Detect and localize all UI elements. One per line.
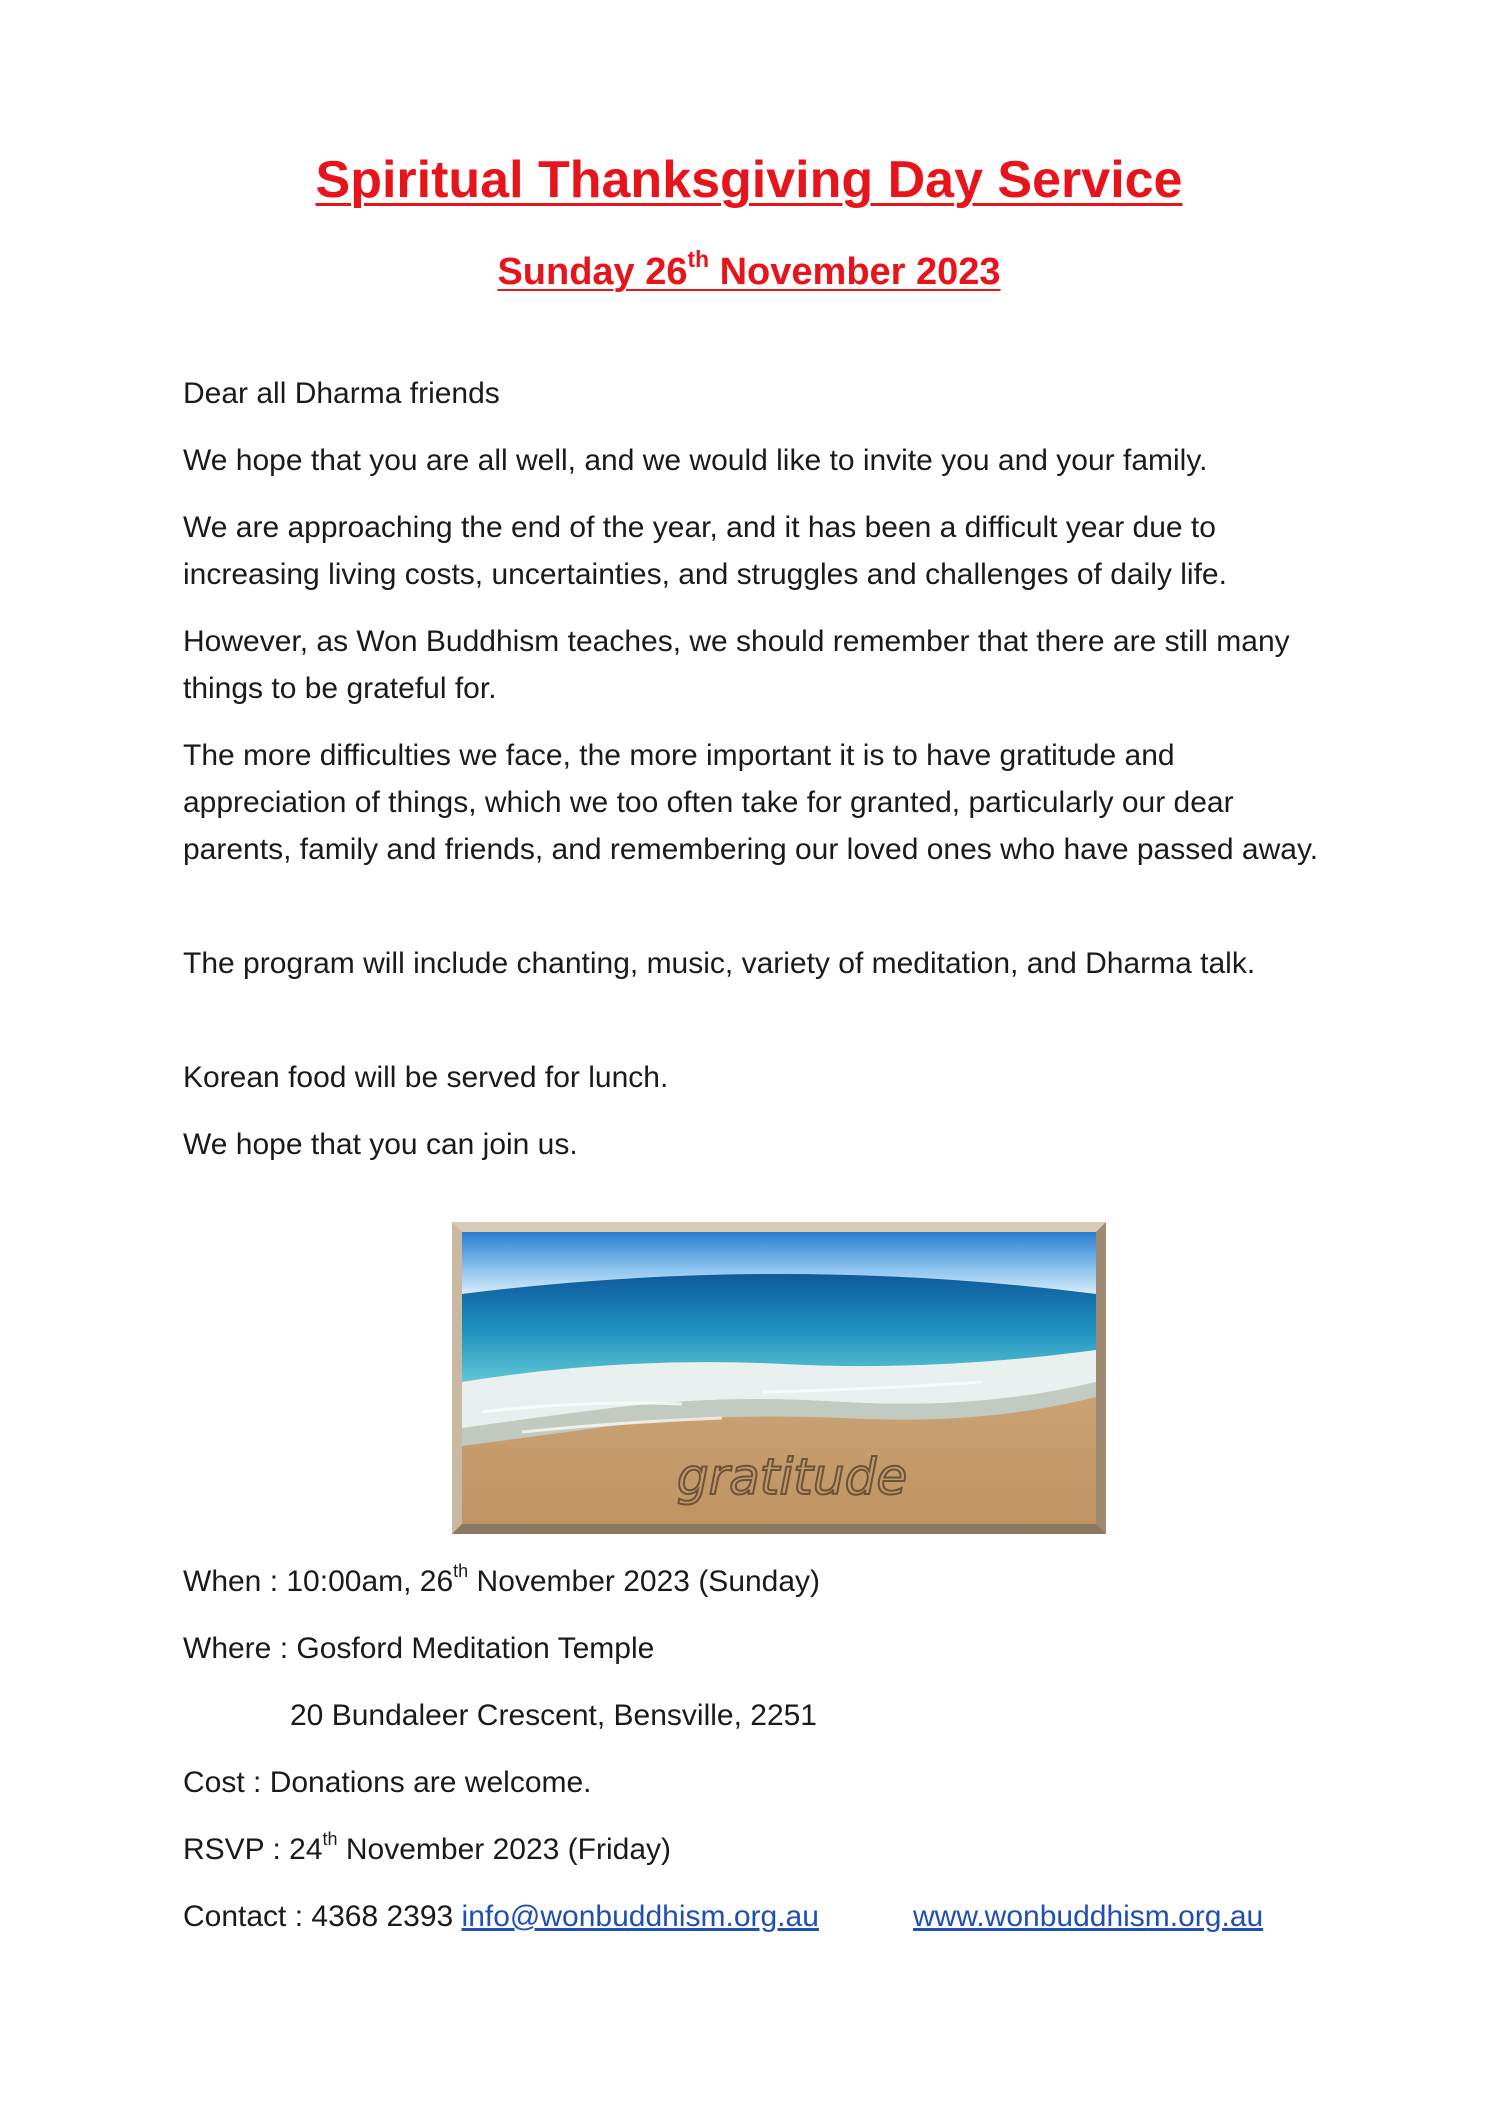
cost-line [183, 1763, 592, 1803]
page-title [0, 148, 1498, 212]
contact-line [183, 1897, 819, 1937]
paragraph-2-text: We are approaching the end of the year, and it has been a difficult year due to increasing living costs, uncertainties, and struggles and challenges of daily life. [183, 511, 1227, 591]
subtitle-pre: Sunday 26 [497, 251, 688, 293]
website-link[interactable]: www.wonbuddhism.org.au [913, 1900, 1264, 1933]
when-sup: th [453, 1561, 469, 1582]
rsvp-post: November 2023 (Friday) [337, 1833, 672, 1866]
when-post: November 2023 (Sunday) [468, 1565, 821, 1598]
rsvp-pre: RSVP : 24 [183, 1833, 323, 1866]
gratitude-beach-image [452, 1222, 1106, 1534]
email-link[interactable]: info@wonbuddhism.org.au [461, 1900, 819, 1933]
greeting [183, 370, 1343, 417]
paragraph-1 [183, 437, 1343, 484]
paragraph-4-text: The more difficulties we face, the more important it is to have gratitude and appreciation of things, which we too often take for granted, particularly our dear parents, family and friends, and remembering our loved ones who have passed away. [183, 739, 1319, 866]
rsvp-line [183, 1830, 671, 1870]
when-line [183, 1562, 820, 1602]
cost-text: Cost : Donations are welcome. [183, 1766, 592, 1799]
paragraph-7 [183, 1121, 1343, 1168]
address-text: 20 Bundaleer Crescent, Bensville, 2251 [290, 1699, 817, 1732]
website-line [913, 1897, 1263, 1937]
title-text: Spiritual Thanksgiving Day Service [315, 151, 1183, 209]
paragraph-5-text: The program will include chanting, music, variety of meditation, and Dharma talk. [183, 947, 1256, 980]
paragraph-4 [183, 732, 1343, 873]
paragraph-2 [183, 504, 1343, 598]
contact-pre: Contact : 4368 2393 [183, 1900, 462, 1933]
paragraph-3-text: However, as Won Buddhism teaches, we should remember that there are still many things to be grateful for. [183, 625, 1290, 705]
where-line [183, 1629, 654, 1669]
greeting-text: Dear all Dharma friends [183, 377, 500, 410]
subtitle-post: November 2023 [709, 251, 1001, 293]
address-line [290, 1696, 817, 1736]
paragraph-3 [183, 618, 1343, 712]
paragraph-6 [183, 1054, 1343, 1101]
sand-writing: gratitude [676, 1448, 908, 1506]
subtitle-sup: th [687, 245, 710, 272]
page-subtitle-date [0, 245, 1498, 296]
paragraph-6-text: Korean food will be served for lunch. [183, 1061, 669, 1094]
when-pre: When : 10:00am, 26 [183, 1565, 454, 1598]
beach-illustration [462, 1232, 1096, 1524]
paragraph-1-text: We hope that you are all well, and we would like to invite you and your family. [183, 444, 1208, 477]
paragraph-5 [183, 940, 1343, 987]
paragraph-7-text: We hope that you can join us. [183, 1128, 578, 1161]
rsvp-sup: th [322, 1829, 338, 1850]
where-text: Where : Gosford Meditation Temple [183, 1632, 655, 1665]
